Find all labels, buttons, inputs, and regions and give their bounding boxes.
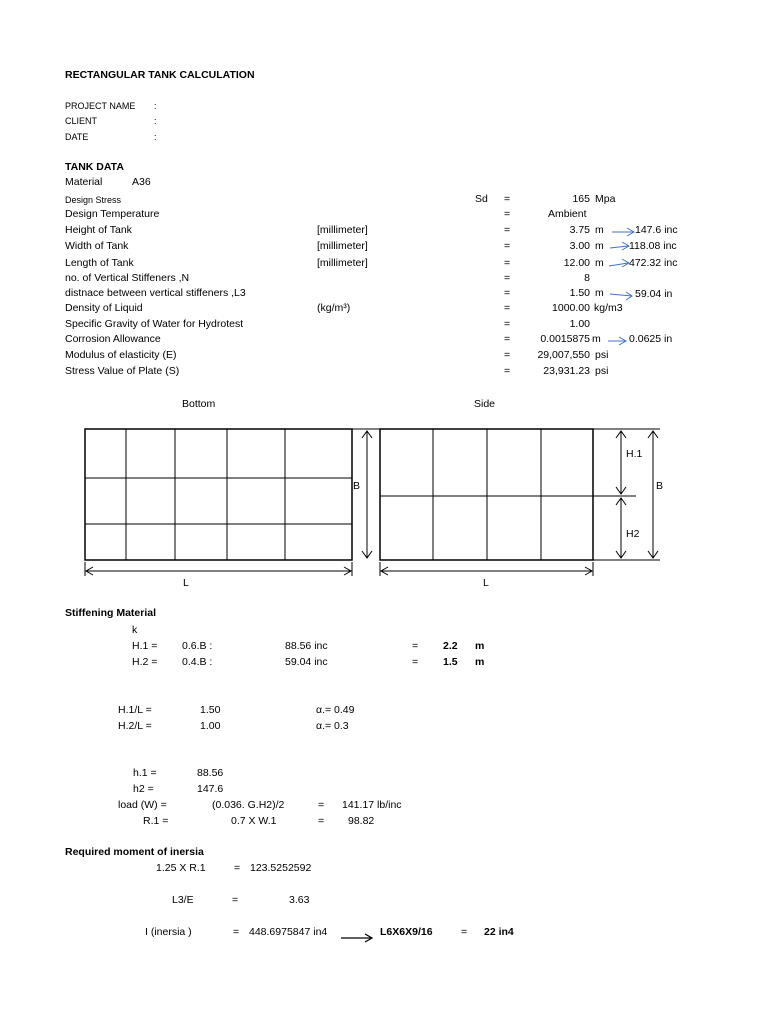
- material-value: A36: [132, 176, 151, 188]
- height-label: Height of Tank: [65, 224, 132, 236]
- corrosion-allowance-converted: 0.0625 in: [629, 333, 673, 345]
- design-stress-label: Design Stress: [65, 195, 122, 205]
- side-h1-label: H.1: [626, 448, 643, 460]
- stress-value-value: 23,931.23: [543, 365, 590, 377]
- stiffeners-count-value: 8: [584, 272, 590, 284]
- project-name-label: PROJECT NAME: [65, 101, 136, 111]
- h2-l-ratio-symbol: H.2/L =: [118, 720, 152, 732]
- length-eq: =: [504, 257, 511, 269]
- r1-symbol: R.1 =: [143, 815, 169, 827]
- height-unit: m: [595, 224, 604, 236]
- h2-eq: =: [412, 656, 419, 668]
- density-value: 1000.00: [552, 302, 590, 314]
- selected-section: L6X6X9/16: [380, 926, 433, 938]
- bottom-b-label: B: [353, 480, 361, 492]
- width-unit: m: [595, 240, 604, 252]
- width-unit-note: [millimeter]: [317, 240, 368, 252]
- load-symbol: load (W) =: [118, 799, 167, 811]
- alpha-2: α.= 0.3: [316, 720, 349, 732]
- stiffeners-count-label: no. of Vertical Stiffeners ,N: [65, 272, 190, 284]
- length-label: Length of Tank: [65, 257, 134, 269]
- density-eq: =: [504, 302, 511, 314]
- h1-symbol: H.1 =: [132, 640, 158, 652]
- small-h1-symbol: h.1 =: [133, 767, 157, 779]
- stiffener-distance-unit: m: [595, 287, 604, 299]
- section-eq: =: [461, 926, 468, 938]
- moment-r1-expression: 1.25 X R.1: [156, 862, 206, 874]
- height-value: 3.75: [569, 224, 590, 236]
- project-name-sep: :: [154, 101, 157, 111]
- bottom-l-label: L: [183, 577, 189, 589]
- bottom-view-title: Bottom: [182, 398, 216, 410]
- load-value: 141.17 lb/inc: [342, 799, 402, 811]
- small-h2-symbol: h2 =: [133, 783, 154, 795]
- specific-gravity-value: 1.00: [569, 318, 590, 330]
- height-converted: 147.6 inc: [635, 224, 678, 236]
- inertia-eq: =: [233, 926, 240, 938]
- page-title: RECTANGULAR TANK CALCULATION: [65, 69, 255, 81]
- moment-heading: Required moment of inersia: [65, 846, 204, 858]
- moment-r1-value: 123.5252592: [250, 862, 312, 874]
- date-sep: :: [154, 132, 157, 142]
- modulus-eq: =: [504, 349, 511, 361]
- h1-value: 88.56 inc: [285, 640, 328, 652]
- h2-result: 1.5: [443, 656, 458, 668]
- corrosion-allowance-unit: m: [592, 333, 601, 345]
- small-h1-value: 88.56: [197, 767, 224, 779]
- height-eq: =: [504, 224, 511, 236]
- stiffener-distance-converted: 59.04 in: [635, 288, 673, 300]
- width-value: 3.00: [569, 240, 590, 252]
- side-b-label: B: [656, 480, 664, 492]
- load-expression: (0.036. G.H2)/2: [212, 799, 285, 811]
- stiffener-distance-label: distnace between vertical stiffeners ,L3: [65, 287, 246, 299]
- density-unit: kg/m3: [594, 302, 623, 314]
- width-eq: =: [504, 240, 511, 252]
- h1-expression: 0.6.B :: [182, 640, 213, 652]
- stress-value-eq: =: [504, 365, 511, 377]
- density-unit-note: (kg/m³): [317, 302, 351, 314]
- specific-gravity-label: Specific Gravity of Water for Hydrotest: [65, 318, 244, 330]
- stress-value-label: Stress Value of Plate (S): [65, 365, 180, 377]
- h2-l-ratio-value: 1.00: [200, 720, 221, 732]
- side-h2-label: H2: [626, 528, 640, 540]
- section-inertia-value: 22 in4: [484, 926, 514, 938]
- h1-unit: m: [475, 640, 485, 652]
- stiffening-k: k: [132, 624, 138, 636]
- height-unit-note: [millimeter]: [317, 224, 368, 236]
- h2-unit: m: [475, 656, 485, 668]
- design-temperature-label: Design Temperature: [65, 208, 160, 220]
- width-converted: 118.08 inc: [629, 240, 677, 252]
- date-label: DATE: [65, 132, 89, 142]
- small-h2-value: 147.6: [197, 783, 224, 795]
- inertia-symbol: I (inersia ): [145, 926, 192, 938]
- length-value: 12.00: [563, 257, 590, 269]
- stress-value-unit: psi: [595, 365, 609, 377]
- modulus-unit: psi: [595, 349, 609, 361]
- length-unit: m: [595, 257, 604, 269]
- h2-value: 59.04 inc: [285, 656, 328, 668]
- client-label: CLIENT: [65, 116, 98, 126]
- inertia-value: 448.6975847 in4: [249, 926, 328, 938]
- stiffening-heading: Stiffening Material: [65, 607, 157, 619]
- modulus-label: Modulus of elasticity (E): [65, 349, 177, 361]
- h1-l-ratio-value: 1.50: [200, 704, 221, 716]
- h2-expression: 0.4.B :: [182, 656, 213, 668]
- moment-r1-eq: =: [234, 862, 241, 874]
- stiffener-distance-value: 1.50: [569, 287, 590, 299]
- l3e-value: 3.63: [289, 894, 310, 906]
- side-l-label: L: [483, 577, 489, 589]
- design-stress-symbol: Sd: [475, 193, 488, 205]
- load-eq: =: [318, 799, 325, 811]
- client-sep: :: [154, 116, 157, 126]
- length-converted: 472.32 inc: [629, 257, 678, 269]
- h1-eq: =: [412, 640, 419, 652]
- l3e-eq: =: [232, 894, 239, 906]
- corrosion-allowance-label: Corrosion Allowance: [65, 333, 161, 345]
- design-stress-value: 165: [572, 193, 590, 205]
- design-stress-eq: =: [504, 193, 511, 205]
- material-label: Material: [65, 176, 103, 188]
- alpha-1: α.= 0.49: [316, 704, 355, 716]
- h1-result: 2.2: [443, 640, 458, 652]
- r1-eq: =: [318, 815, 325, 827]
- corrosion-allowance-value: 0.0015875: [540, 333, 590, 345]
- width-label: Width of Tank: [65, 240, 129, 252]
- length-unit-note: [millimeter]: [317, 257, 368, 269]
- modulus-value: 29,007,550: [537, 349, 590, 361]
- design-temperature-value: Ambient: [548, 208, 587, 220]
- h1-l-ratio-symbol: H.1/L =: [118, 704, 152, 716]
- corrosion-allowance-eq: =: [504, 333, 511, 345]
- stiffener-distance-eq: =: [504, 287, 511, 299]
- design-stress-unit: Mpa: [595, 193, 616, 205]
- r1-value: 98.82: [348, 815, 375, 827]
- density-label: Density of Liquid: [65, 302, 143, 314]
- h2-symbol: H.2 =: [132, 656, 158, 668]
- tank-data-heading: TANK DATA: [65, 161, 124, 173]
- specific-gravity-eq: =: [504, 318, 511, 330]
- l3e-symbol: L3/E: [172, 894, 194, 906]
- side-view-title: Side: [474, 398, 496, 410]
- r1-expression: 0.7 X W.1: [231, 815, 277, 827]
- stiffeners-count-eq: =: [504, 272, 511, 284]
- design-temperature-eq: =: [504, 208, 511, 220]
